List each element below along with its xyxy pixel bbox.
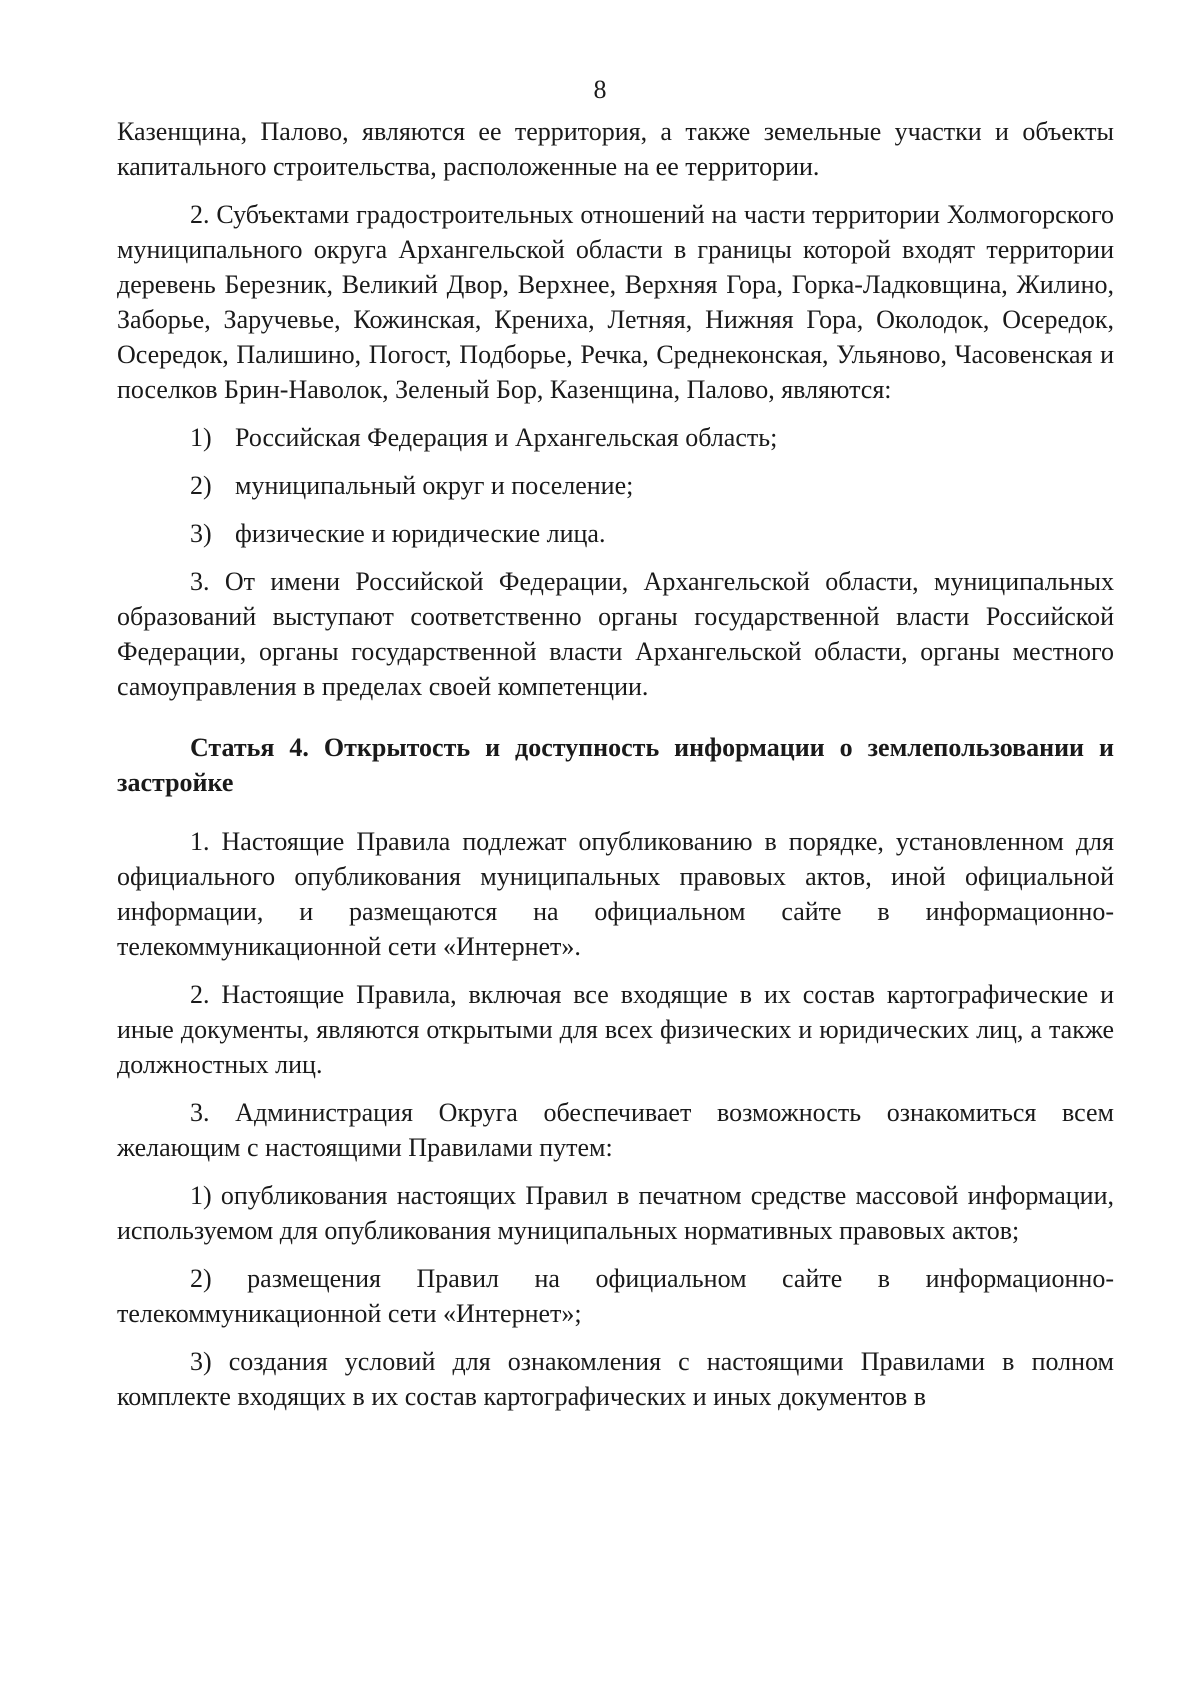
list-number: 1) [190,423,212,452]
paragraph-administration: 3. Администрация Округа обеспечивает возможность ознакомиться всем желающим с настоящими Правилами путем: [117,1098,1114,1162]
paragraph-publication: 1. Настоящие Правила подлежат опубликованию в порядке, установленном для официального опубликования муниципальных правовых актов, иной официальной информации, и размещаются на официальном сайте в информационно-телекоммуникационной сети «Интернет». [117,827,1114,961]
paragraph-representation: 3. От имени Российской Федерации, Архангельской области, муниципальных образований выступают соответственно органы государственной власти Российской Федерации, органы государственной власти Архангельской области, органы местного самоуправления в пределах своей компетенции. [117,567,1114,701]
list-item [117,516,1114,551]
list-text: Российская Федерация и Архангельская область; [235,423,778,452]
list-item [117,420,1114,455]
paragraph-openness: 2. Настоящие Правила, включая все входящие в их состав картографические и иные документы, являются открытыми для всех физических и юридических лиц, а также должностных лиц. [117,980,1114,1079]
paragraph-method-2: 2) размещения Правил на официальном сайте в информационно-телекоммуникационной сети «Интернет»; [117,1264,1114,1328]
paragraph-method-3: 3) создания условий для ознакомления с настоящими Правилами в полном комплекте входящих в их состав картографических и иных документов в [117,1347,1114,1411]
list-text: физические и юридические лица. [235,519,606,548]
list-number: 2) [190,471,212,500]
paragraph-continuation: Казенщина, Палово, являются ее территория, а также земельные участки и объекты капитального строительства, расположенные на ее территории. [117,117,1114,181]
page-number: 8 [593,75,607,104]
article-heading: Статья 4. Открытость и доступность информации о землепользовании и застройке [117,733,1114,797]
list-number: 3) [190,519,212,548]
list-item [117,468,1114,503]
document-body [117,114,1114,1414]
paragraph-method-1: 1) опубликования настоящих Правил в печатном средстве массовой информации, используемом для опубликования муниципальных нормативных правовых актов; [117,1181,1114,1245]
paragraph-subjects: 2. Субъектами градостроительных отношений на части территории Холмогорского муниципального округа Архангельской области в границы которой входят территории деревень Березник, Великий Двор, Верхнее, Верхняя Гора, Горка-Ладковщина, Жилино, Заборье, Заручевье, Кожинская, Крениха, Летняя, Нижняя Гора, Околодок, Осередок, Осередок, Палишино, Погост, Подборье, Речка, Среднеконская, Ульяново, Часовенская и поселков Брин-Наволок, Зеленый Бор, Казенщина, Палово, являются: [117,200,1114,404]
list-text: муниципальный округ и поселение; [235,471,634,500]
